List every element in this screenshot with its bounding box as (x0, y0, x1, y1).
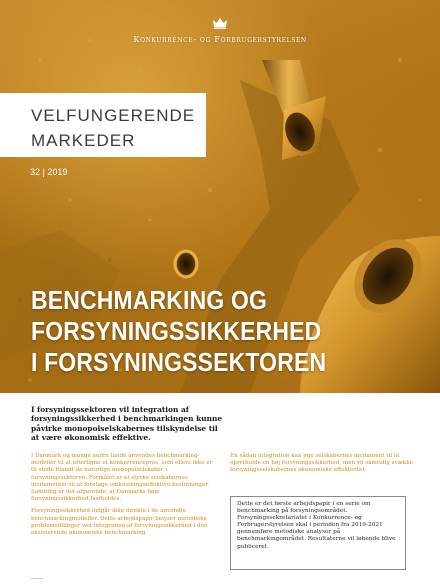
title-line2: FORSYNINGSSIKKERHED (31, 318, 322, 346)
body-paragraph: En sådan integration kan øge selskabernes incitament til at opretholde en høj forsyningssikkerhed, men vil samtidig svække forsyningsselskabernes økonomiske effektivitet. (230, 453, 414, 474)
page-title (31, 286, 391, 379)
title-line3: I FORSYNINGSSEKTOREN (31, 349, 327, 377)
crown-icon (212, 17, 228, 29)
footer-divider (31, 578, 43, 579)
body-paragraph: I Danmark og mange andre lande anvendes benchmarking-modeller til at efterligne et konkurrencepres, som ellers ikke er til stede blandt de naturlige monopolselskaber i forsyningssektoren. Formålet er at styrke selskabernes incitamenter til at foretage omkostningseffektive beslutninger. Samtidig er det afgørende, at Danmarks høje forsyningssikkerhed fastholdes. (31, 453, 213, 503)
publisher-name: Konkurrence- og Forbrugerstyrelsen (133, 35, 307, 45)
body-column-right (230, 453, 415, 480)
series-title-line2: MARKEDER (31, 131, 136, 150)
publisher-logo (0, 16, 440, 45)
series-label-box (0, 93, 206, 157)
lead-paragraph: I forsyningssektoren vil integration af forsyningssikkerhed i benchmarkingen kunne påvirke monopolselskabernes tilskyndelse til at være økonomisk effektive. (31, 405, 223, 442)
issue-number: 32 | 2019 (30, 167, 68, 177)
info-box: Dette er det første arbejdspapir i en serie om benchmarking på forsyningsområdet. Forsyningssekretariatet i Konkurrence- og Forbrugerstyrelsen skal i perioden fra 2019-2021 gennemføre metodiske analyser på benchmarkingområdet. Resultaterne vil løbende blive publiceret. (230, 496, 406, 570)
body-paragraph: Forsyningssikkerhed indgår ikke direkte i de anvendte benchmarkingmodeller. Dette arbejdspapir belyser metodiske problemstillinger ved integration af forsyningssikkerhed i den eksisterende økonomiske benchmarking. (31, 508, 208, 537)
title-line1: BENCHMARKING OG (31, 287, 268, 315)
series-title-line1: VELFUNGERENDE (31, 106, 196, 125)
body-column-left (31, 453, 215, 542)
